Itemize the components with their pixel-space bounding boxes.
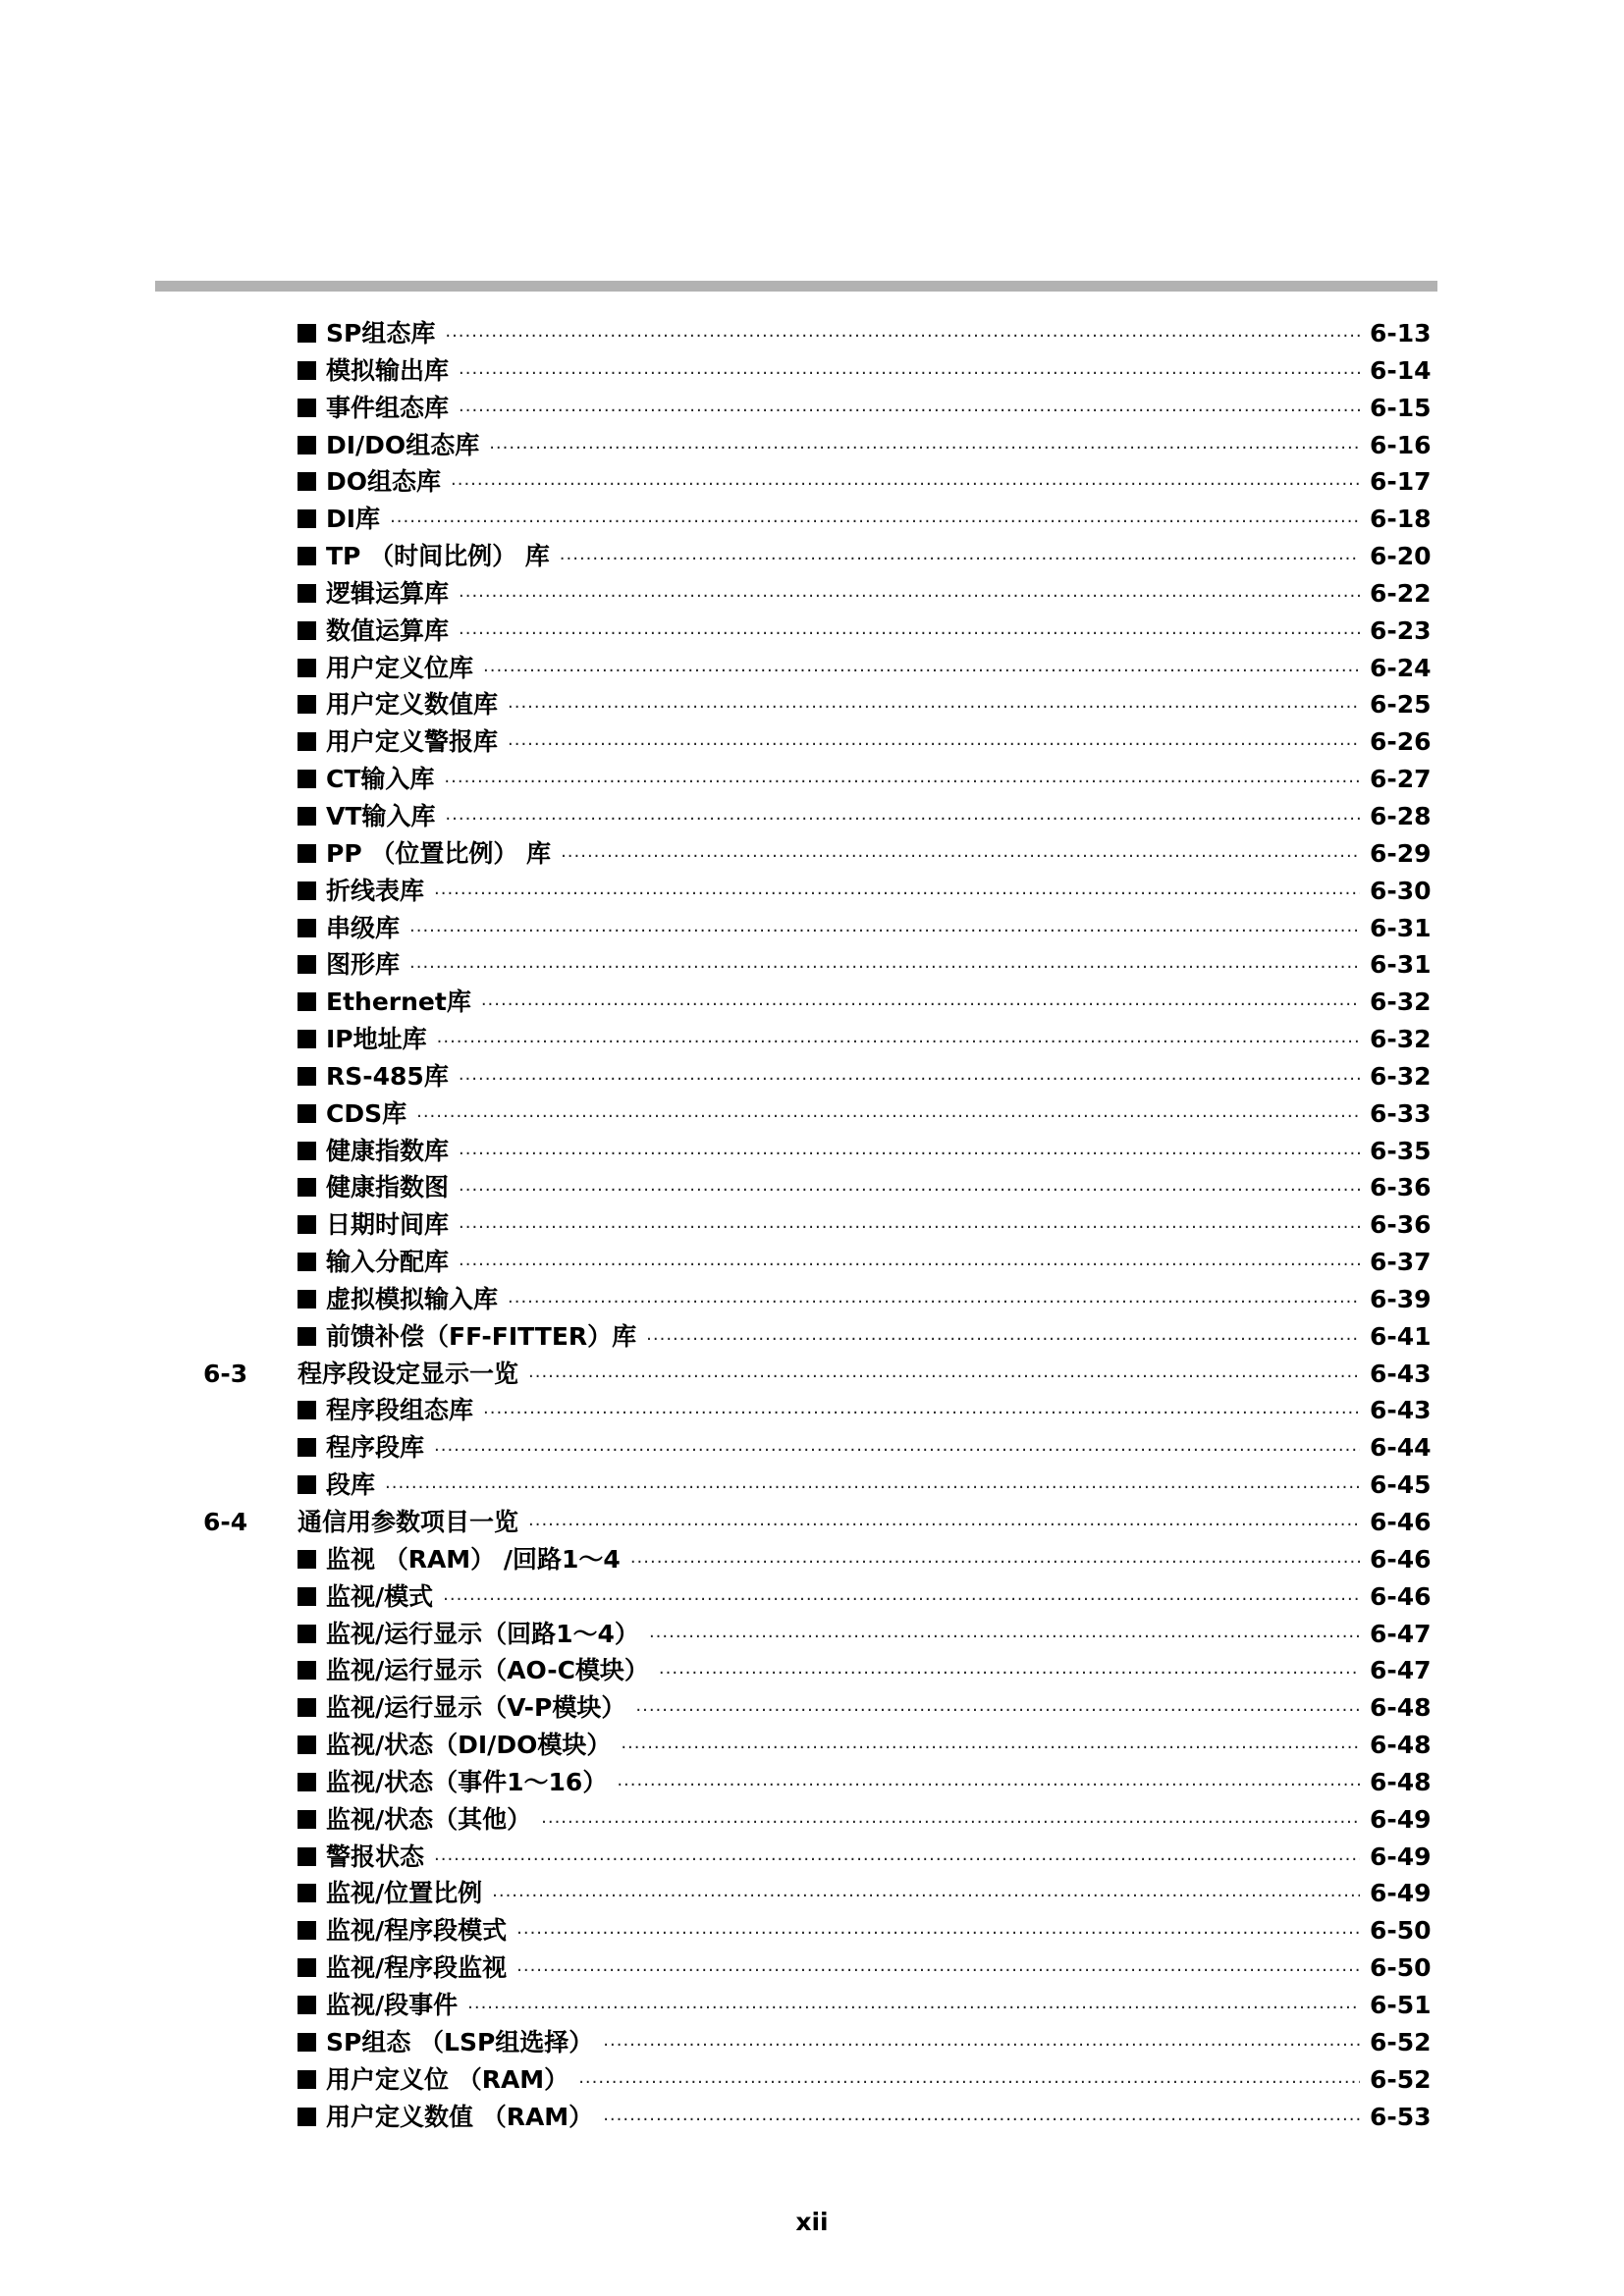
square-bullet-icon xyxy=(298,992,316,1011)
toc-row[interactable] xyxy=(0,315,1624,352)
toc-entry xyxy=(298,1058,1432,1098)
toc-row[interactable] xyxy=(0,1689,1624,1727)
entry-title[interactable]: 监视/模式 xyxy=(326,1581,434,1611)
toc-entry xyxy=(298,650,1432,690)
toc-row[interactable] xyxy=(0,1206,1624,1244)
page-ref[interactable]: 6-28 xyxy=(1370,801,1432,830)
page-ref[interactable]: 6-15 xyxy=(1370,393,1432,422)
entry-title[interactable]: 程序段库 xyxy=(326,1433,425,1463)
dot-leader xyxy=(459,1209,1360,1247)
page-number: xii xyxy=(795,2208,829,2236)
page-ref[interactable]: 6-46 xyxy=(1370,1544,1432,1574)
page-ref[interactable]: 6-43 xyxy=(1370,1396,1432,1425)
toc-entry xyxy=(298,1467,1432,1507)
toc-row[interactable] xyxy=(0,723,1624,761)
entry-title[interactable]: 段库 xyxy=(326,1470,376,1500)
square-bullet-icon xyxy=(298,1142,316,1160)
toc-row[interactable] xyxy=(0,1801,1624,1839)
square-bullet-icon xyxy=(298,844,316,863)
page-ref[interactable]: 6-48 xyxy=(1370,1767,1432,1796)
square-bullet-icon xyxy=(298,1587,316,1606)
entry-title[interactable]: IP地址库 xyxy=(326,1025,427,1054)
entry-title[interactable]: 监视/段事件 xyxy=(326,1990,459,2019)
square-bullet-icon xyxy=(298,1401,316,1419)
dot-leader xyxy=(649,1619,1360,1656)
square-bullet-icon xyxy=(298,1550,316,1569)
dot-leader xyxy=(630,1544,1360,1581)
page-ref[interactable]: 6-51 xyxy=(1370,1990,1432,2019)
toc-entry xyxy=(298,1987,1432,2027)
toc-row[interactable] xyxy=(0,2061,1624,2099)
entry-title[interactable]: SP组态 （LSP组选择） xyxy=(326,2027,594,2056)
entry-title[interactable]: SP组态库 xyxy=(326,319,436,347)
entry-title[interactable]: 用户定义数值库 xyxy=(326,690,499,720)
page-ref[interactable]: 6-17 xyxy=(1370,467,1432,497)
entry-title[interactable]: VT输入库 xyxy=(326,801,436,830)
entry-title[interactable]: DO组态库 xyxy=(326,467,442,497)
dot-leader xyxy=(508,726,1360,764)
square-bullet-icon xyxy=(298,1625,316,1643)
dot-leader xyxy=(409,913,1360,950)
toc-row[interactable] xyxy=(0,1764,1624,1801)
page-ref[interactable]: 6-50 xyxy=(1370,1953,1432,1983)
square-bullet-icon xyxy=(298,1327,316,1346)
square-bullet-icon xyxy=(298,1810,316,1829)
toc-entry xyxy=(298,2024,1432,2064)
square-bullet-icon xyxy=(298,919,316,937)
dot-leader xyxy=(459,355,1360,393)
dot-leader xyxy=(434,1432,1360,1469)
toc-entry xyxy=(298,1616,1432,1656)
toc-row[interactable] xyxy=(0,1578,1624,1616)
entry-title[interactable]: Ethernet库 xyxy=(326,988,471,1017)
entry-title[interactable]: 虚拟模拟输入库 xyxy=(326,1284,499,1313)
toc-row[interactable] xyxy=(0,1875,1624,1912)
page-ref[interactable]: 6-43 xyxy=(1370,1359,1432,1388)
toc-row[interactable] xyxy=(0,1652,1624,1689)
entry-title[interactable]: 健康指数库 xyxy=(326,1136,450,1165)
square-bullet-icon xyxy=(298,361,316,380)
toc-row[interactable] xyxy=(0,798,1624,835)
header-rule xyxy=(155,281,1437,292)
dot-leader xyxy=(528,1507,1360,1544)
page-ref[interactable]: 6-52 xyxy=(1370,2064,1432,2094)
toc-section-row[interactable] xyxy=(0,1504,1624,1541)
toc-entry xyxy=(298,873,1432,913)
entry-title[interactable]: 监视/状态（其他） xyxy=(326,1804,532,1834)
section-number: 6-3 xyxy=(203,1359,248,1388)
entry-title[interactable]: 监视/程序段模式 xyxy=(326,1916,508,1946)
square-bullet-icon xyxy=(298,1847,316,1866)
page-ref[interactable]: 6-49 xyxy=(1370,1879,1432,1908)
page-ref[interactable]: 6-26 xyxy=(1370,727,1432,757)
square-bullet-icon xyxy=(298,1996,316,2014)
page-ref[interactable]: 6-50 xyxy=(1370,1916,1432,1946)
square-bullet-icon xyxy=(298,1773,316,1791)
page-ref[interactable]: 6-14 xyxy=(1370,355,1432,385)
entry-title[interactable]: 健康指数图 xyxy=(326,1173,450,1202)
entry-title[interactable]: CT输入库 xyxy=(326,765,435,794)
toc-row[interactable] xyxy=(0,1467,1624,1504)
toc-entry xyxy=(298,1504,1432,1544)
square-bullet-icon xyxy=(298,1253,316,1271)
toc-entry xyxy=(298,910,1432,950)
toc-row[interactable] xyxy=(0,1133,1624,1170)
dot-leader xyxy=(443,1581,1360,1619)
dot-leader xyxy=(451,466,1360,504)
entry-title[interactable]: 数值运算库 xyxy=(326,615,450,645)
dot-leader xyxy=(646,1321,1360,1359)
dot-leader xyxy=(434,876,1360,913)
square-bullet-icon xyxy=(298,1104,316,1123)
dot-leader xyxy=(445,318,1360,355)
entry-title[interactable]: 监视/状态（DI/DO模块） xyxy=(326,1731,612,1760)
toc-row[interactable] xyxy=(0,501,1624,538)
entry-title[interactable]: 监视/运行显示（回路1～4） xyxy=(326,1619,639,1648)
entry-title[interactable]: 监视/程序段监视 xyxy=(326,1953,508,1983)
square-bullet-icon xyxy=(298,807,316,826)
toc-row[interactable] xyxy=(0,873,1624,910)
entry-title[interactable]: 事件组态库 xyxy=(326,393,450,422)
toc-entry xyxy=(298,1244,1432,1284)
toc-row[interactable] xyxy=(0,1281,1624,1318)
entry-title[interactable]: CDS库 xyxy=(326,1098,407,1128)
toc-row[interactable] xyxy=(0,427,1624,464)
square-bullet-icon xyxy=(298,770,316,788)
entry-title[interactable]: RS-485库 xyxy=(326,1061,449,1091)
dot-leader xyxy=(483,1395,1360,1432)
toc-entry xyxy=(298,1912,1432,1952)
page-ref[interactable]: 6-27 xyxy=(1370,765,1432,794)
toc-row[interactable] xyxy=(0,390,1624,427)
page-ref[interactable]: 6-39 xyxy=(1370,1284,1432,1313)
square-bullet-icon xyxy=(298,2070,316,2089)
entry-title[interactable]: 用户定义位库 xyxy=(326,653,474,682)
toc-row[interactable] xyxy=(0,575,1624,613)
toc-row[interactable] xyxy=(0,1095,1624,1133)
square-bullet-icon xyxy=(298,547,316,565)
section-number: 6-4 xyxy=(203,1508,248,1536)
toc-entry xyxy=(298,984,1432,1024)
dot-leader xyxy=(483,653,1360,690)
page-ref[interactable]: 6-32 xyxy=(1370,988,1432,1017)
page-ref[interactable]: 6-46 xyxy=(1370,1581,1432,1611)
section-title[interactable]: 程序段设定显示一览 xyxy=(298,1359,519,1388)
page-ref[interactable]: 6-48 xyxy=(1370,1731,1432,1760)
entry-title[interactable]: 模拟输出库 xyxy=(326,355,450,385)
dot-leader xyxy=(603,2102,1360,2139)
toc-entry xyxy=(298,1839,1432,1879)
dot-leader xyxy=(481,987,1360,1024)
toc-entry xyxy=(298,1578,1432,1619)
entry-title[interactable]: 图形库 xyxy=(326,950,401,980)
dot-leader xyxy=(385,1469,1360,1507)
square-bullet-icon xyxy=(298,1475,316,1494)
entry-title[interactable]: 日期时间库 xyxy=(326,1210,450,1240)
toc-entry xyxy=(298,315,1432,355)
page-ref[interactable]: 6-13 xyxy=(1370,319,1432,347)
page-ref[interactable]: 6-32 xyxy=(1370,1025,1432,1054)
toc-row[interactable] xyxy=(0,1839,1624,1876)
toc-row[interactable] xyxy=(0,1244,1624,1281)
toc-row[interactable] xyxy=(0,946,1624,984)
toc-row[interactable] xyxy=(0,1912,1624,1949)
dot-leader xyxy=(560,541,1360,578)
entry-title[interactable]: 警报状态 xyxy=(326,1842,425,1871)
square-bullet-icon xyxy=(298,1067,316,1086)
toc-row[interactable] xyxy=(0,463,1624,501)
dot-leader xyxy=(459,1247,1360,1284)
page-ref[interactable]: 6-31 xyxy=(1370,913,1432,942)
toc-row[interactable] xyxy=(0,835,1624,873)
square-bullet-icon xyxy=(298,1884,316,1902)
dot-leader xyxy=(578,2064,1360,2102)
toc-entry xyxy=(298,761,1432,801)
dot-leader xyxy=(516,1915,1360,1952)
page-ref[interactable]: 6-18 xyxy=(1370,505,1432,534)
square-bullet-icon xyxy=(298,1215,316,1234)
square-bullet-icon xyxy=(298,584,316,603)
page-ref[interactable]: 6-47 xyxy=(1370,1619,1432,1648)
square-bullet-icon xyxy=(298,1735,316,1754)
entry-title[interactable]: 串级库 xyxy=(326,913,401,942)
page-ref[interactable]: 6-16 xyxy=(1370,430,1432,459)
dot-leader xyxy=(617,1767,1360,1804)
toc-entry xyxy=(298,1133,1432,1173)
toc-entry xyxy=(298,1021,1432,1061)
toc-entry xyxy=(298,1541,1432,1581)
page-ref[interactable]: 6-20 xyxy=(1370,542,1432,571)
toc-row[interactable] xyxy=(0,1949,1624,1987)
page-ref[interactable]: 6-31 xyxy=(1370,950,1432,980)
toc-row[interactable] xyxy=(0,650,1624,687)
square-bullet-icon xyxy=(298,2033,316,2052)
square-bullet-icon xyxy=(298,1921,316,1940)
toc-row[interactable] xyxy=(0,613,1624,650)
square-bullet-icon xyxy=(298,1290,316,1308)
entry-title[interactable]: 监视/位置比例 xyxy=(326,1879,483,1908)
toc-entry xyxy=(298,723,1432,764)
toc-entry xyxy=(298,1801,1432,1842)
square-bullet-icon xyxy=(298,1438,316,1457)
square-bullet-icon xyxy=(298,881,316,900)
square-bullet-icon xyxy=(298,436,316,454)
entry-title[interactable]: 折线表库 xyxy=(326,876,425,905)
toc-entry xyxy=(298,1281,1432,1321)
page-ref[interactable]: 6-47 xyxy=(1370,1656,1432,1685)
entry-title[interactable]: PP （位置比例） 库 xyxy=(326,838,552,868)
toc-entry xyxy=(298,463,1432,504)
toc-row[interactable] xyxy=(0,1021,1624,1058)
page-ref[interactable]: 6-52 xyxy=(1370,2027,1432,2056)
square-bullet-icon xyxy=(298,472,316,491)
toc-section-row[interactable] xyxy=(0,1356,1624,1393)
entry-title[interactable]: 逻辑运算库 xyxy=(326,578,450,608)
dot-leader xyxy=(459,1136,1360,1173)
dot-leader xyxy=(489,430,1360,467)
toc-row[interactable] xyxy=(0,352,1624,390)
toc-row[interactable] xyxy=(0,2099,1624,2136)
page-ref[interactable]: 6-48 xyxy=(1370,1693,1432,1723)
square-bullet-icon xyxy=(298,732,316,751)
entry-title[interactable]: 用户定义位 （RAM） xyxy=(326,2064,569,2094)
square-bullet-icon xyxy=(298,399,316,417)
toc-row[interactable] xyxy=(0,984,1624,1021)
page-ref[interactable]: 6-37 xyxy=(1370,1248,1432,1277)
entry-title[interactable]: 程序段组态库 xyxy=(326,1396,474,1425)
toc-entry xyxy=(298,835,1432,876)
page-ref[interactable]: 6-35 xyxy=(1370,1136,1432,1165)
dot-leader xyxy=(621,1730,1360,1767)
dot-leader xyxy=(437,1024,1360,1061)
toc-entry xyxy=(298,1356,1432,1396)
dot-leader xyxy=(508,689,1360,726)
toc-entry xyxy=(298,613,1432,653)
square-bullet-icon xyxy=(298,955,316,974)
entry-title[interactable]: 前馈补偿（FF-FITTER）库 xyxy=(326,1321,637,1351)
dot-leader xyxy=(467,1990,1360,2027)
toc-entry xyxy=(298,2061,1432,2102)
toc-entry xyxy=(298,798,1432,838)
toc-entry xyxy=(298,946,1432,987)
square-bullet-icon xyxy=(298,1661,316,1680)
toc-row[interactable] xyxy=(0,1169,1624,1206)
square-bullet-icon xyxy=(298,1698,316,1717)
page-ref[interactable]: 6-49 xyxy=(1370,1842,1432,1871)
toc-entry xyxy=(298,1318,1432,1359)
page-ref[interactable]: 6-23 xyxy=(1370,615,1432,645)
square-bullet-icon xyxy=(298,621,316,640)
toc-entry xyxy=(298,575,1432,615)
dot-leader xyxy=(434,1842,1360,1879)
toc-entry xyxy=(298,1392,1432,1432)
dot-leader xyxy=(508,1284,1360,1321)
entry-title[interactable]: 用户定义数值 （RAM） xyxy=(326,2102,594,2131)
toc-entry xyxy=(298,1095,1432,1136)
page-ref[interactable]: 6-25 xyxy=(1370,690,1432,720)
page-ref[interactable]: 6-46 xyxy=(1370,1508,1432,1536)
table-of-contents xyxy=(0,315,1624,2135)
page-ref[interactable]: 6-29 xyxy=(1370,838,1432,868)
dot-leader xyxy=(459,1172,1360,1209)
page-ref[interactable]: 6-53 xyxy=(1370,2102,1432,2131)
toc-entry xyxy=(298,538,1432,578)
dot-leader xyxy=(444,764,1360,801)
entry-title[interactable]: 输入分配库 xyxy=(326,1248,450,1277)
page-ref[interactable]: 6-36 xyxy=(1370,1173,1432,1202)
page-ref[interactable]: 6-22 xyxy=(1370,578,1432,608)
dot-leader xyxy=(516,1952,1360,1990)
toc-row[interactable] xyxy=(0,2024,1624,2061)
section-title[interactable]: 通信用参数项目一览 xyxy=(298,1508,519,1536)
dot-leader xyxy=(459,393,1360,430)
entry-title[interactable]: 监视/运行显示（AO-C模块） xyxy=(326,1656,649,1685)
toc-entry xyxy=(298,2099,1432,2139)
toc-entry xyxy=(298,1689,1432,1730)
page-ref[interactable]: 6-44 xyxy=(1370,1433,1432,1463)
toc-row[interactable] xyxy=(0,1058,1624,1095)
toc-entry xyxy=(298,686,1432,726)
toc-row[interactable] xyxy=(0,1727,1624,1764)
page-ref[interactable]: 6-32 xyxy=(1370,1061,1432,1091)
toc-entry xyxy=(298,1764,1432,1804)
entry-title[interactable]: TP （时间比例） 库 xyxy=(326,542,550,571)
entry-title[interactable]: 监视/运行显示（V-P模块） xyxy=(326,1693,626,1723)
toc-row[interactable] xyxy=(0,1616,1624,1653)
page-ref[interactable]: 6-41 xyxy=(1370,1321,1432,1351)
toc-entry xyxy=(298,1727,1432,1767)
page-ref[interactable]: 6-36 xyxy=(1370,1210,1432,1240)
toc-row[interactable] xyxy=(0,686,1624,723)
toc-row[interactable] xyxy=(0,538,1624,575)
page-ref[interactable]: 6-33 xyxy=(1370,1098,1432,1128)
dot-leader xyxy=(635,1692,1360,1730)
toc-entry xyxy=(298,1652,1432,1692)
dot-leader xyxy=(659,1655,1360,1692)
toc-entry xyxy=(298,427,1432,467)
square-bullet-icon xyxy=(298,659,316,677)
entry-title[interactable]: DI库 xyxy=(326,505,381,534)
dot-leader xyxy=(409,949,1360,987)
square-bullet-icon xyxy=(298,1178,316,1197)
dot-leader xyxy=(445,801,1360,838)
toc-entry xyxy=(298,352,1432,393)
page-ref[interactable]: 6-30 xyxy=(1370,876,1432,905)
dot-leader xyxy=(528,1359,1360,1396)
entry-title[interactable]: 监视 （RAM） /回路1～4 xyxy=(326,1544,621,1574)
square-bullet-icon xyxy=(298,1030,316,1048)
page-ref[interactable]: 6-49 xyxy=(1370,1804,1432,1834)
toc-entry xyxy=(298,390,1432,430)
dot-leader xyxy=(416,1098,1360,1136)
dot-leader xyxy=(561,838,1360,876)
dot-leader xyxy=(459,578,1360,615)
dot-leader xyxy=(390,504,1360,541)
toc-entry xyxy=(298,1875,1432,1915)
square-bullet-icon xyxy=(298,1958,316,1977)
square-bullet-icon xyxy=(298,324,316,343)
square-bullet-icon xyxy=(298,2108,316,2126)
dot-leader xyxy=(541,1804,1360,1842)
dot-leader xyxy=(459,1061,1360,1098)
square-bullet-icon xyxy=(298,509,316,528)
toc-entry xyxy=(298,1949,1432,1990)
toc-entry xyxy=(298,501,1432,541)
dot-leader xyxy=(492,1878,1360,1915)
dot-leader xyxy=(459,615,1360,653)
toc-row[interactable] xyxy=(0,1429,1624,1467)
page-ref[interactable]: 6-24 xyxy=(1370,653,1432,682)
dot-leader xyxy=(603,2027,1360,2064)
entry-title[interactable]: 监视/状态（事件1～16） xyxy=(326,1767,608,1796)
entry-title[interactable]: DI/DO组态库 xyxy=(326,430,480,459)
toc-row[interactable] xyxy=(0,1541,1624,1578)
toc-entry xyxy=(298,1206,1432,1247)
toc-row[interactable] xyxy=(0,1392,1624,1429)
entry-title[interactable]: 用户定义警报库 xyxy=(326,727,499,757)
toc-entry xyxy=(298,1169,1432,1209)
toc-row[interactable] xyxy=(0,910,1624,947)
square-bullet-icon xyxy=(298,695,316,714)
toc-row[interactable] xyxy=(0,761,1624,798)
toc-entry xyxy=(298,1429,1432,1469)
toc-row[interactable] xyxy=(0,1318,1624,1356)
page-ref[interactable]: 6-45 xyxy=(1370,1470,1432,1500)
toc-row[interactable] xyxy=(0,1987,1624,2024)
